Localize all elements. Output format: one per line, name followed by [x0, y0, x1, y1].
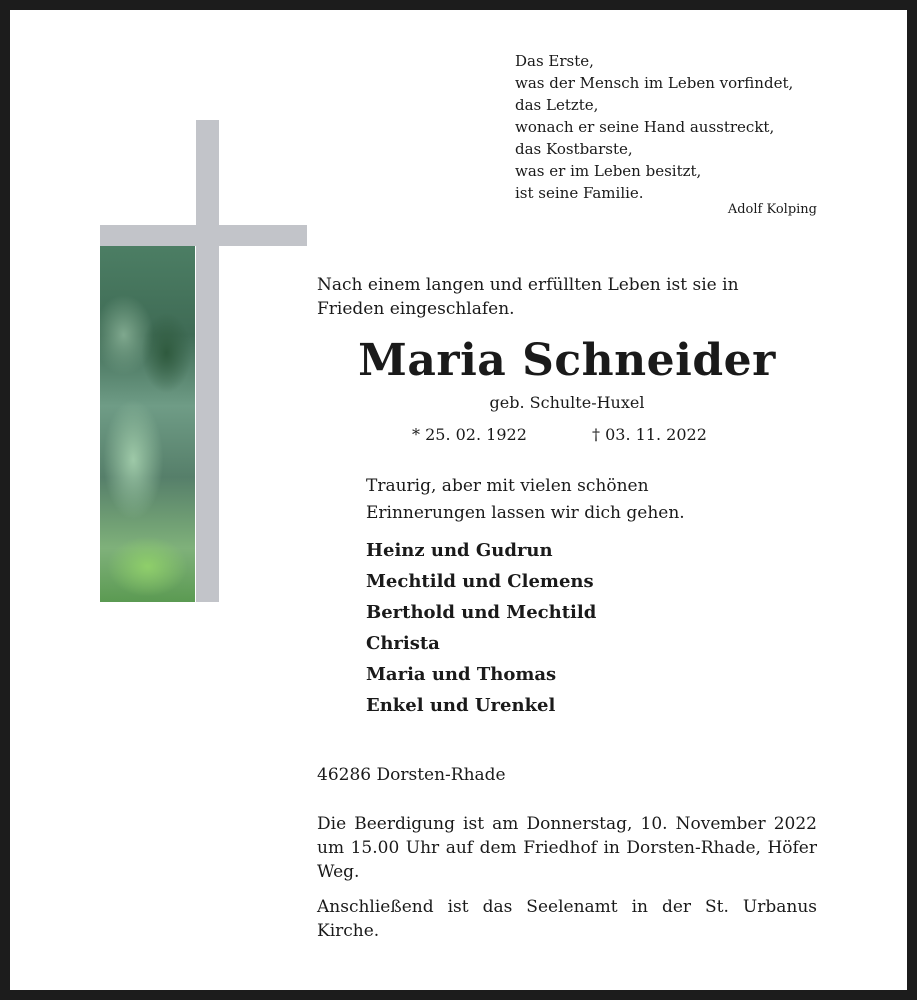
poem-line: Das Erste,: [515, 52, 594, 70]
deceased-name: Maria Schneider: [358, 335, 776, 386]
poem-line: wonach er seine Hand ausstreckt,: [515, 118, 775, 136]
family-member: Christa: [366, 633, 440, 654]
poem-line: was der Mensch im Leben vorfindet,: [515, 74, 794, 92]
poem: [515, 50, 825, 204]
forest-photo: [100, 246, 195, 602]
family-member: Mechtild und Clemens: [366, 571, 594, 592]
farewell-line: Traurig, aber mit vielen schönen: [366, 476, 649, 496]
farewell-text: [366, 473, 766, 527]
family-member: Heinz und Gudrun: [366, 540, 553, 561]
death-date: † 03. 11. 2022: [592, 425, 707, 444]
poem-line: das Letzte,: [515, 96, 599, 114]
poem-line: ist seine Familie.: [515, 184, 644, 202]
mass-info: Anschließend ist das Seelenamt in der St. Urbanus Kirche.: [317, 897, 817, 941]
poem-line: das Kostbarste,: [515, 140, 633, 158]
address: 46286 Dorsten-Rhade: [317, 765, 506, 785]
birth-date: * 25. 02. 1922: [412, 425, 527, 444]
intro-text: Nach einem langen und erfüllten Leben ist sie in Frieden eingeschlafen.: [317, 275, 739, 319]
family-member: Maria und Thomas: [366, 664, 557, 685]
cross-vertical-bar: [196, 120, 219, 602]
poem-author: Adolf Kolping: [727, 202, 817, 217]
family-member: Berthold und Mechtild: [366, 602, 597, 623]
family-member: Enkel und Urenkel: [366, 695, 556, 716]
cross-horizontal-bar: [100, 225, 307, 246]
farewell-line: Erinnerungen lassen wir dich gehen.: [366, 503, 685, 523]
funeral-info: Die Beerdigung ist am Donnerstag, 10. November 2022 um 15.00 Uhr auf dem Friedhof in Dorsten-Rhade, Höfer Weg.: [317, 814, 817, 882]
poem-line: was er im Leben besitzt,: [515, 162, 702, 180]
birth-name: geb. Schulte-Huxel: [489, 393, 645, 412]
family-list: [366, 535, 786, 721]
